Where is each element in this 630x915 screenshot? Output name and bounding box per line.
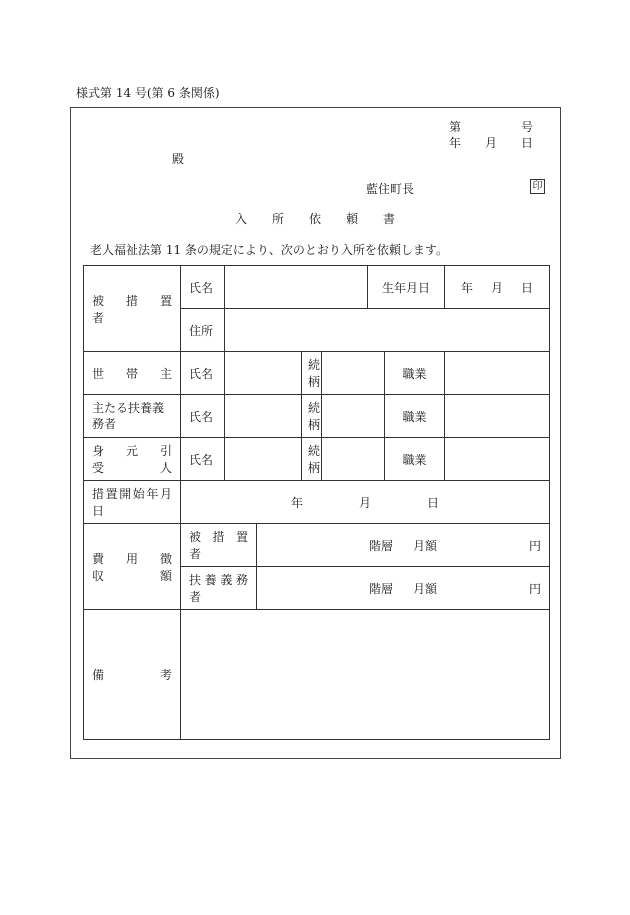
addressee-suffix: 殿 [172, 152, 185, 166]
householder-name-field[interactable] [225, 352, 302, 395]
guarantor-name-field[interactable] [225, 438, 302, 481]
label-guarantor: 身 元 引 受 人 [84, 438, 181, 481]
guarantor-occupation-field[interactable] [445, 438, 550, 481]
birthdate-field[interactable] [445, 266, 550, 309]
label-name: 氏名 [181, 438, 225, 481]
issue-date-line [449, 134, 533, 151]
title-char: 頼 [345, 212, 358, 226]
title-char: 入 [235, 212, 248, 226]
floor-label: 階層 [368, 538, 393, 553]
label-birthdate: 生年月日 [368, 266, 445, 309]
yen-label: 円 [529, 581, 542, 596]
yen-label: 円 [529, 538, 542, 553]
label-relation: 続柄 [302, 438, 322, 481]
householder-occupation-field[interactable] [445, 352, 550, 395]
supporter-name-field[interactable] [225, 395, 302, 438]
label-start-date: 措置開始年月日 [84, 481, 181, 524]
form-number: 様式第 14 号(第 6 条関係) [76, 86, 220, 100]
request-form-table [83, 265, 550, 740]
start-day: 日 [427, 495, 440, 510]
label-remarks: 備 考 [84, 610, 181, 740]
label-occupation: 職業 [385, 352, 445, 395]
label-supporter: 主たる扶養義務者 [84, 395, 181, 438]
guarantor-relation-field[interactable] [322, 438, 385, 481]
supporter-occupation-field[interactable] [445, 395, 550, 438]
remarks-field[interactable] [181, 610, 550, 740]
floor-label: 階層 [368, 581, 393, 596]
label-name: 氏名 [181, 266, 225, 309]
intro-text: 老人福祉法第 11 条の規定により、次のとおり入所を依頼します。 [90, 243, 448, 257]
issue-day: 日 [520, 136, 533, 150]
fee-subject-field[interactable] [257, 524, 550, 567]
label-relation: 続柄 [302, 395, 322, 438]
label-fee-supporter: 扶養義務者 [181, 567, 257, 610]
title-char: 書 [382, 212, 395, 226]
number-prefix: 第 [449, 120, 462, 134]
start-date-field[interactable] [181, 481, 550, 524]
subject-name-field[interactable] [225, 266, 368, 309]
label-name: 氏名 [181, 395, 225, 438]
issue-month: 月 [484, 136, 497, 150]
label-address: 住所 [181, 309, 225, 352]
title-char: 依 [308, 212, 321, 226]
document-title [235, 210, 395, 227]
label-householder: 世 帯 主 [84, 352, 181, 395]
birth-day: 日 [521, 280, 534, 295]
issue-year: 年 [449, 136, 462, 150]
birth-year: 年 [461, 280, 474, 295]
start-month: 月 [359, 495, 372, 510]
label-name: 氏名 [181, 352, 225, 395]
householder-relation-field[interactable] [322, 352, 385, 395]
label-subject: 被 措 置 者 [84, 266, 181, 352]
start-year: 年 [290, 495, 303, 510]
seal-stamp: 印 [530, 179, 545, 194]
fee-supporter-field[interactable] [257, 567, 550, 610]
label-occupation: 職業 [385, 395, 445, 438]
mayor-name: 藍住町長 [366, 182, 415, 196]
label-relation: 続柄 [302, 352, 322, 395]
subject-address-field[interactable] [225, 309, 550, 352]
title-char: 所 [271, 212, 284, 226]
monthly-label: 月額 [413, 538, 438, 553]
document-number-line [449, 118, 533, 135]
label-fee: 費 用 徴 収 額 [84, 524, 181, 610]
label-fee-subject: 被 措 置 者 [181, 524, 257, 567]
supporter-relation-field[interactable] [322, 395, 385, 438]
monthly-label: 月額 [413, 581, 438, 596]
birth-month: 月 [491, 280, 504, 295]
number-suffix: 号 [520, 120, 533, 134]
label-occupation: 職業 [385, 438, 445, 481]
